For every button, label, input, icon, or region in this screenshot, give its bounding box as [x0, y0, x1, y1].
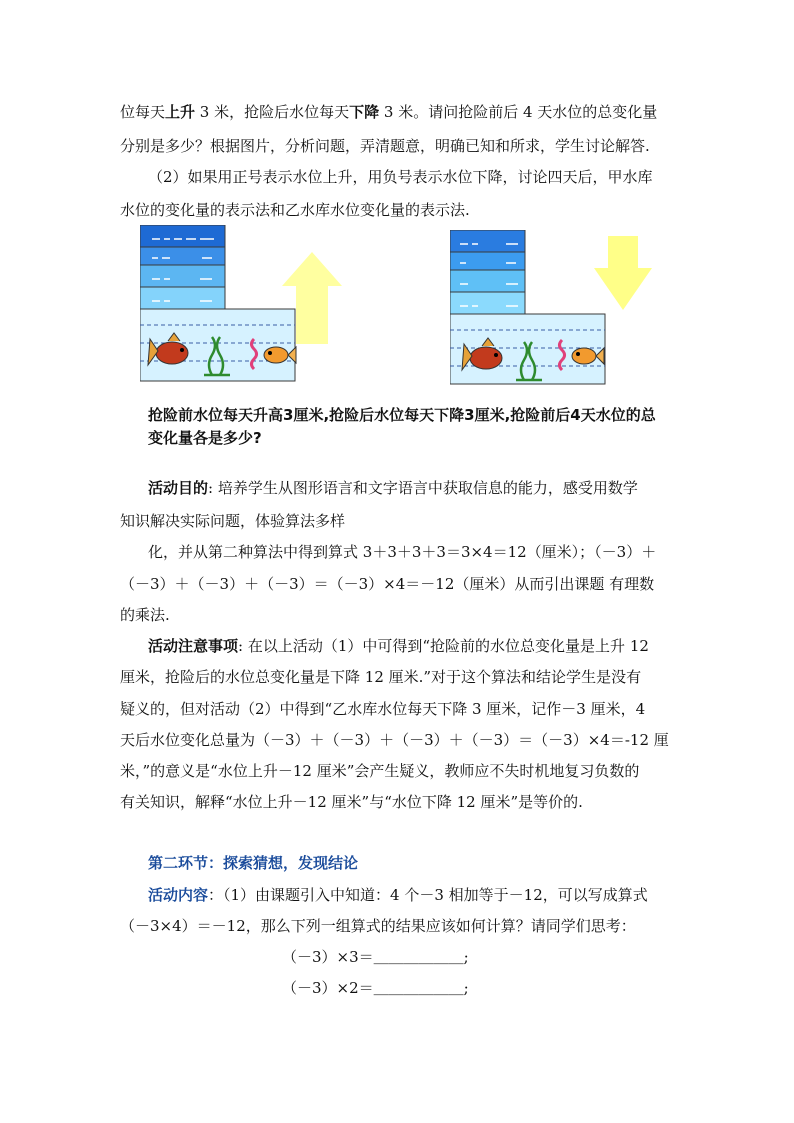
bold-span: 上升 [165, 103, 196, 121]
equation-2: （－3）×2＝＿＿＿＿＿＿; [282, 979, 469, 997]
activity-notes-line4: 天后水位变化总量为（－3）＋（－3）＋（－3）＋（－3）＝（－3）×4＝-12 厘 [120, 731, 669, 749]
activity-purpose-label: 活动目的 [148, 479, 209, 497]
bold-span: 下降 [349, 103, 380, 121]
text-span: ：（1）由课题引入中知道：4 个－3 相加等于－12，可以写成算式 [208, 886, 648, 904]
activity-purpose-line2: 知识解决实际问题，体验算法多样 [120, 512, 346, 530]
activity-notes-label: 活动注意事项 [148, 637, 239, 655]
activity-notes-line2: 厘米，抢险后的水位总变化量是下降 12 厘米.”对于这个算法和结论学生是没有 [120, 668, 642, 686]
activity-purpose-line1 [148, 478, 638, 498]
activity-purpose-line5: 的乘法. [120, 606, 170, 624]
down-arrow-icon [594, 236, 652, 310]
section2-line1 [148, 885, 648, 905]
equation-1: （－3）×3＝＿＿＿＿＿＿; [282, 948, 469, 966]
activity-notes-line3: 疑义的，但对活动（2）中得到“乙水库水位每天下降 3 厘米，记作－3 厘米，4 [120, 700, 646, 718]
activity-notes-line1 [148, 636, 649, 656]
activity-purpose-line3: 化，并从第二种算法中得到算式 3＋3＋3＋3＝3×4＝12（厘米）；（－3）＋ [148, 543, 657, 561]
water-tank-figure-right [450, 230, 660, 390]
text-span: 位每天 [120, 103, 166, 121]
text-span: : 培养学生从图形语言和文字语言中获取信息的能力，感受用数学 [208, 479, 638, 497]
section2-line2: （－3×4）＝－12，那么下列一组算式的结果应该如何计算？请同学们思考： [120, 917, 636, 935]
paragraph2-line1: （2）如果用正号表示水位上升，用负号表示水位下降，讨论四天后，甲水库 [148, 168, 653, 186]
paragraph1-line2: 分别是多少？根据图片，分析问题，弄清题意，明确已知和所求，学生讨论解答. [120, 137, 650, 155]
text-span: 3 米。请问抢险前后 4 天水位的总变化量 [379, 103, 658, 121]
paragraph1-line1 [120, 102, 657, 122]
activity-purpose-line4: （－3）＋（－3）＋（－3）＝（－3）×4＝－12（厘米）从而引出课题 有理数 [120, 575, 655, 593]
text-span: : 在以上活动（1）中可得到“抢险前的水位总变化量是上升 12 [238, 637, 649, 655]
section2-heading: 第二环节：探索猜想，发现结论 [148, 854, 359, 872]
text-span: 3 米，抢险后水位每天 [195, 103, 350, 121]
activity-content-label: 活动内容 [148, 886, 209, 904]
water-tank-figure-left [140, 225, 350, 385]
figure-caption-line1: 抢险前水位每天升高3厘米,抢险后水位每天下降3厘米,抢险前后4天水位的总 [148, 406, 656, 424]
activity-notes-line5: 米，”的意义是“水位上升－12 厘米”会产生疑义，教师应不失时机地复习负数的 [120, 762, 640, 780]
figure-caption-line2: 变化量各是多少? [148, 429, 262, 447]
activity-notes-line6: 有关知识，解释“水位上升－12 厘米”与“水位下降 12 厘米”是等价的. [120, 793, 583, 811]
paragraph2-line2: 水位的变化量的表示法和乙水库水位变化量的表示法. [120, 201, 470, 219]
